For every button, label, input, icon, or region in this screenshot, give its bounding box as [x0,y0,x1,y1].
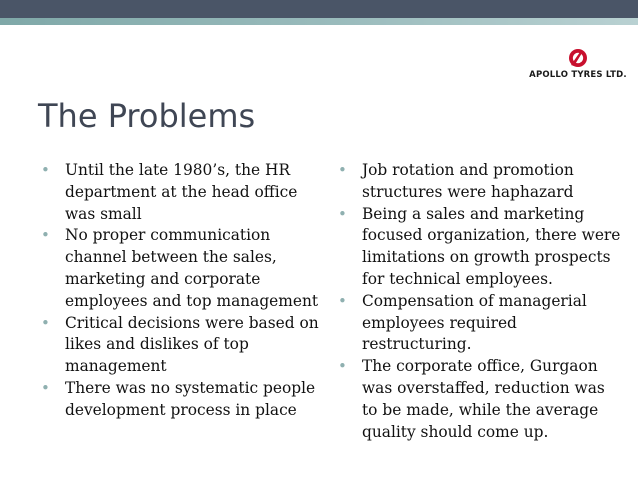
list-item [38,378,320,422]
bullet-icon: • [41,226,50,245]
bullet-text: Job rotation and promotion structures were haphazard [362,161,574,201]
list-item [335,356,625,443]
list-item [335,160,625,204]
bullet-text: Critical decisions were based on likes and dislikes of top management [65,313,319,376]
bullet-text: The corporate office, Gurgaon was overstaffed, reduction was to be made, while the average quality should come up. [362,357,605,441]
bullet-text: Until the late 1980’s, the HR department at the head office was small [65,161,298,223]
bullet-icon: • [41,313,50,332]
top-band [0,0,638,18]
bullet-icon: • [338,291,347,310]
bullet-icon: • [338,161,347,179]
right-bullet-list [335,160,625,443]
slide-title: The Problems [38,97,256,135]
top-accent-stripe [0,18,638,25]
bullet-text: There was no systematic people development process in place [65,378,316,419]
list-item [38,225,320,312]
apollo-logo-icon [522,48,634,70]
bullet-icon: • [41,378,50,397]
apollo-tyres-logo [522,48,634,88]
list-item [38,160,320,225]
left-bullet-list [38,160,320,422]
bullet-icon: • [338,204,347,223]
bullet-text: Compensation of managerial employees required restructuring. [362,291,587,354]
bullet-text: No proper communication channel between the sales, marketing and corporate employees and top management [65,226,319,310]
logo-text: APOLLO TYRES LTD. [529,70,627,80]
bullet-icon: • [41,161,50,179]
list-item [335,204,625,291]
bullet-text: Being a sales and marketing focused organization, there were limitations on growth prospects for technical employees. [362,204,621,288]
bullet-icon: • [338,357,347,376]
list-item [335,291,625,356]
list-item [38,313,320,378]
